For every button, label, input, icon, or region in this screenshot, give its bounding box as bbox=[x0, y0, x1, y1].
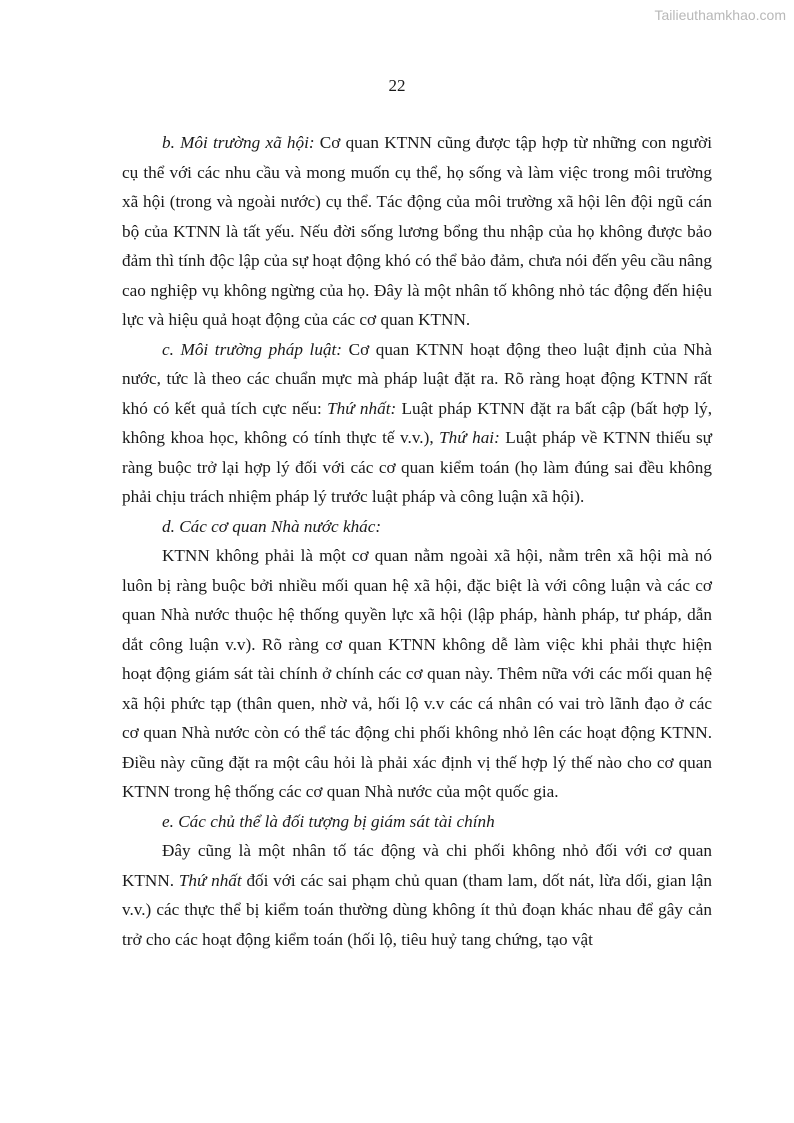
section-c-text-3: Luật pháp về KTNN thiếu sự ràng buộc trở lại hợp lý đối với các cơ quan kiểm toán (họ làm đúng sai đều không phải chịu trách nhiệm pháp lý trước luật pháp và công luận xã hội). bbox=[122, 428, 712, 506]
section-b-title: b. Môi trường xã hội: bbox=[162, 133, 315, 152]
paragraph-d: KTNN không phải là một cơ quan nằm ngoài xã hội, nằm trên xã hội mà nó luôn bị ràng buộc bởi nhiều mối quan hệ xã hội, đặc biệt là với công luận và các cơ quan Nhà nước thuộc hệ thống quyền lực xã hội (lập pháp, hành pháp, tư pháp, dẫn dắt công luận v.v). Rõ ràng cơ quan KTNN không dễ làm việc khi phải thực hiện hoạt động giám sát tài chính ở chính các cơ quan này. Thêm nữa với các mối quan hệ xã hội phức tạp (thân quen, nhờ vả, hối lộ v.v các cá nhân có vai trò lãnh đạo ở các cơ quan Nhà nước còn có thể tác động chi phối không nhỏ lên các hoạt động KTNN. Điều này cũng đặt ra một câu hỏi là phải xác định vị thế hợp lý thế nào cho cơ quan KTNN trong hệ thống các cơ quan Nhà nước của một quốc gia. bbox=[122, 546, 712, 801]
paragraph-c bbox=[122, 335, 712, 512]
section-e-text-2: đối với các sai phạm chủ quan (tham lam, dốt nát, lừa dối, gian lận v.v.) các thực thể bị kiểm toán thường dùng không ít thủ đoạn khác nhau để gây cản trở cho các hoạt động kiểm toán (hối lộ, tiêu huỷ tang chứng, tạo vật bbox=[122, 870, 712, 949]
section-e-title: e. Các chủ thể là đối tượng bị giám sát tài chính bbox=[162, 811, 495, 831]
section-e-first-label: Thứ nhất bbox=[178, 870, 242, 890]
paragraph-b bbox=[122, 128, 712, 335]
document-body bbox=[122, 128, 712, 954]
section-c-text-2: Luật pháp KTNN đặt ra bất cập (bất hợp lý, không khoa học, không có tính thực tế v.v.), bbox=[122, 398, 712, 447]
section-d-title: d. Các cơ quan Nhà nước khác: bbox=[162, 516, 382, 536]
section-c-title: c. Môi trường pháp luật: bbox=[162, 339, 343, 359]
section-b-text: Cơ quan KTNN cũng được tập hợp từ những con người cụ thể với các nhu cầu và mong muốn cụ thể, họ sống và làm việc trong môi trường xã hội (trong và ngoài nước) cụ thể. Tác động của môi trường xã hội lên đội ngũ cán bộ của KTNN là tất yếu. Nếu đời sống lương bổng thu nhập của họ không được bảo đảm thì tính độc lập của sự hoạt động khó có thể bảo đảm, chưa nói đến yêu cầu nâng cao nghiệp vụ không ngừng của họ. Đây là một nhân tố không nhỏ tác động đến hiệu lực và hiệu quả hoạt động của các cơ quan KTNN. bbox=[122, 133, 712, 329]
paragraph-e bbox=[122, 836, 712, 954]
section-c-first-label: Thứ nhất: bbox=[327, 398, 397, 418]
section-c-second-label: Thứ hai: bbox=[439, 428, 500, 447]
watermark: Tailieuthamkhao.com bbox=[654, 7, 786, 23]
section-e-text-1: Đây cũng là một nhân tố tác động và chi phối không nhỏ đối với cơ quan KTNN. bbox=[122, 841, 712, 890]
page-number: 22 bbox=[388, 76, 406, 95]
section-c-text-1: Cơ quan KTNN hoạt động theo luật định của Nhà nước, tức là theo các chuẩn mực mà pháp luật đặt ra. Rõ ràng hoạt động KTNN rất khó có kết quả tích cực nếu: bbox=[122, 339, 712, 418]
